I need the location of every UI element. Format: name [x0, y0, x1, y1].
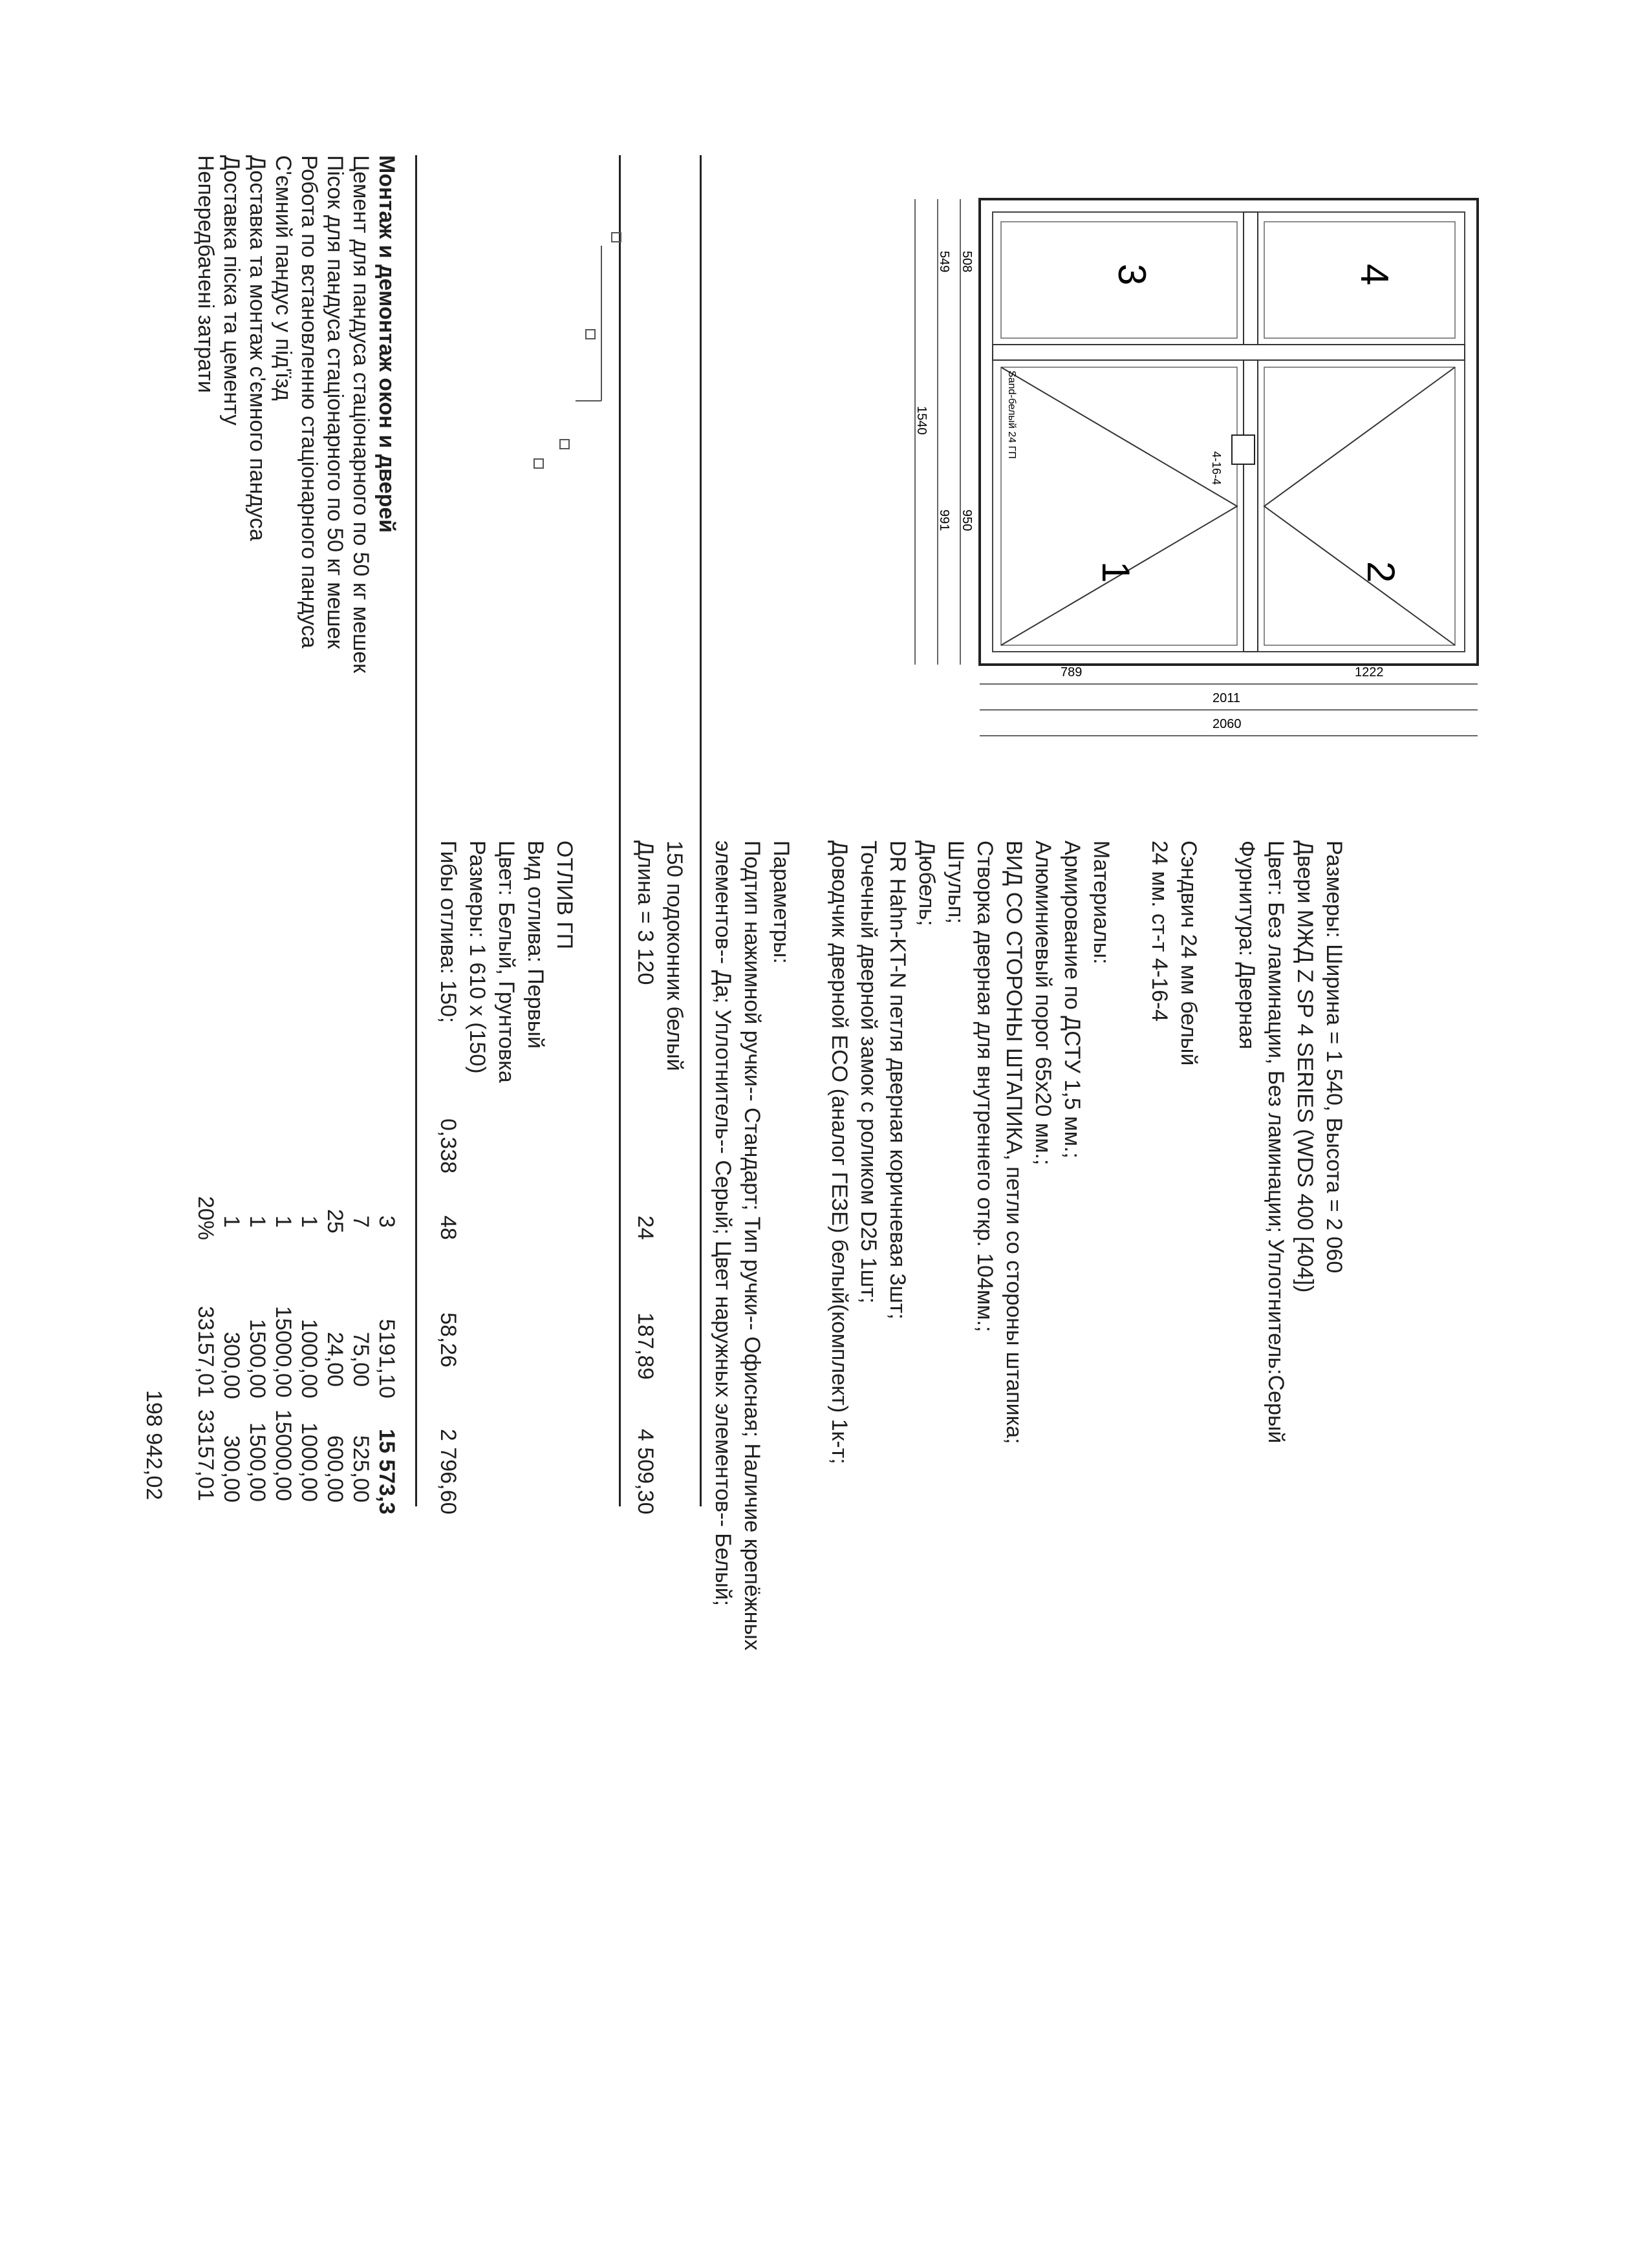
dim-950: 950	[960, 509, 974, 531]
service-price: 5191,10	[374, 1319, 399, 1398]
service-qty: 1	[219, 1215, 244, 1228]
drip-color: Цвет: Белый, Грунтовка	[494, 840, 519, 1083]
service-sum: 1000,00	[297, 1422, 321, 1502]
divider	[415, 155, 417, 1506]
service-name: Непередбачені затрати	[193, 155, 218, 393]
material-item: Створка дверная для внутреннего откр. 104мм.;	[973, 840, 997, 1332]
dim-2011: 2011	[1212, 691, 1241, 705]
profile-note: Sand-белый 24 ГП	[1006, 370, 1017, 459]
sill-qty: 24	[633, 1215, 658, 1240]
drip-profile-drawing	[362, 207, 640, 504]
service-qty: 1	[271, 1215, 296, 1228]
drip-qty: 48	[436, 1215, 460, 1240]
divider	[700, 155, 702, 1506]
drip-area: 0,338	[436, 1118, 460, 1174]
sill-sum: 4 509,30	[633, 1429, 658, 1515]
dim-1222: 1222	[1355, 665, 1384, 679]
drip-bends: Гибы отлива: 150;	[436, 840, 460, 1023]
service-sum: 600,00	[323, 1435, 347, 1503]
sash-label-2: 2	[1359, 561, 1403, 583]
service-name: С'ємний пандус у під'їзд	[271, 155, 296, 401]
service-sum: 300,00	[219, 1435, 244, 1503]
drip-title: ОТЛИВ ГП	[552, 840, 577, 950]
sash-label-1: 1	[1094, 561, 1137, 583]
materials-title: Материалы:	[1089, 840, 1114, 965]
material-item: ВИД СО СТОРОНЫ ШТАПИКА, петли со стороны штапика;	[1002, 840, 1026, 1444]
service-name: Доставка піска та цементу	[219, 155, 244, 425]
service-qty: 20%	[193, 1196, 218, 1241]
service-price: 33157,01	[193, 1306, 218, 1398]
drip-sum: 2 796,60	[436, 1429, 460, 1515]
dim-1540: 1540	[914, 406, 929, 435]
sill-length: Длина = 3 120	[633, 840, 658, 985]
door-drawing-svg	[870, 173, 1516, 826]
spec-color: Цвет: Без ламинации, Без ламинации; Уплотнитель:Серый	[1264, 840, 1288, 1444]
sill-name: 150 подоконник белый	[662, 840, 687, 1071]
material-item: Дюбель;	[914, 840, 939, 926]
service-price: 1500,00	[245, 1319, 270, 1398]
drip-price: 58,26	[436, 1312, 460, 1368]
dim-508: 508	[960, 251, 974, 273]
dim-991: 991	[937, 509, 951, 531]
spec-product: Двери МЖД Z SP 4 SERIES (WDS 400 [404])	[1293, 840, 1317, 1293]
service-sum: 33157,01	[193, 1409, 218, 1501]
drip-size: Размеры: 1 610 х (150)	[465, 840, 490, 1074]
drip-profile-svg	[362, 207, 640, 504]
service-qty: 3	[374, 1215, 399, 1228]
service-qty: 1	[297, 1215, 321, 1228]
material-item: DR Hahn-KT-N петля дверная коричневая 3шт;	[885, 840, 910, 1320]
sill-price: 187,89	[633, 1312, 658, 1380]
service-qty: 25	[323, 1209, 347, 1234]
service-sum: 15 573,3	[374, 1429, 399, 1515]
spec-glass: 24 мм. ст-т 4-16-4	[1147, 840, 1172, 1022]
spec-hardware: Фурнитура: Дверная	[1234, 840, 1259, 1050]
service-price: 300,00	[219, 1332, 244, 1399]
drip-kind: Вид отлива: Первый	[523, 840, 548, 1049]
dim-549: 549	[937, 251, 951, 273]
service-price: 24,00	[323, 1332, 347, 1387]
dim-789: 789	[1061, 665, 1083, 679]
glass-note: 4-16-4	[1210, 451, 1223, 486]
spec-sandwich: Сэндвич 24 мм белый	[1176, 840, 1201, 1066]
params-line: Подтип нажимной ручки-- Стандарт; Тип ручки-- Офисная; Наличие крепёжных	[740, 840, 764, 1651]
service-sum: 525,00	[349, 1435, 373, 1503]
service-price: 75,00	[349, 1332, 373, 1387]
material-item: Доводчик дверной ECO (аналог ГЕЗЕ) белый(комплект) 1к-т;	[827, 840, 852, 1464]
material-item: Алюминиевый порог 65х20 мм.;	[1031, 840, 1055, 1166]
service-name: Монтаж и демонтаж окон и дверей	[374, 155, 399, 533]
sash-label-4: 4	[1353, 264, 1396, 286]
service-price: 15000,00	[271, 1306, 296, 1398]
params-line: элементов-- Да; Уплотнитель-- Серый; Цвет наружных элементов-- Белый;	[711, 840, 735, 1607]
service-price: 1000,00	[297, 1319, 321, 1398]
material-item: Штульп;	[943, 840, 968, 924]
spec-sizes: Размеры: Ширина = 1 540, Высота = 2 060	[1322, 840, 1346, 1274]
material-item: Армирование по ДСТУ 1,5 мм.;	[1060, 840, 1084, 1159]
service-name: Пісок для пандуса стаціонарного по 50 кг мешек	[323, 155, 347, 649]
dim-2060: 2060	[1212, 717, 1242, 731]
grand-total: 198 942,02	[142, 1390, 166, 1501]
service-qty: 7	[349, 1215, 373, 1228]
params-title: Параметры:	[769, 840, 793, 964]
sash-label-3: 3	[1110, 264, 1154, 286]
service-name: Доставка та монтаж с'ємного пандуса	[245, 155, 270, 541]
service-qty: 1	[245, 1215, 270, 1228]
service-sum: 1500,00	[245, 1422, 270, 1502]
service-sum: 15000,00	[271, 1409, 296, 1501]
material-item: Точечный дверной замок с роликом D25 1шт;	[856, 840, 881, 1304]
service-name: Робота по встановленню стаціонарного пандуса	[297, 155, 321, 648]
door-drawing	[870, 173, 1516, 826]
service-name: Цемент для пандуса стаціонарного по 50 кг мешек	[349, 155, 373, 674]
